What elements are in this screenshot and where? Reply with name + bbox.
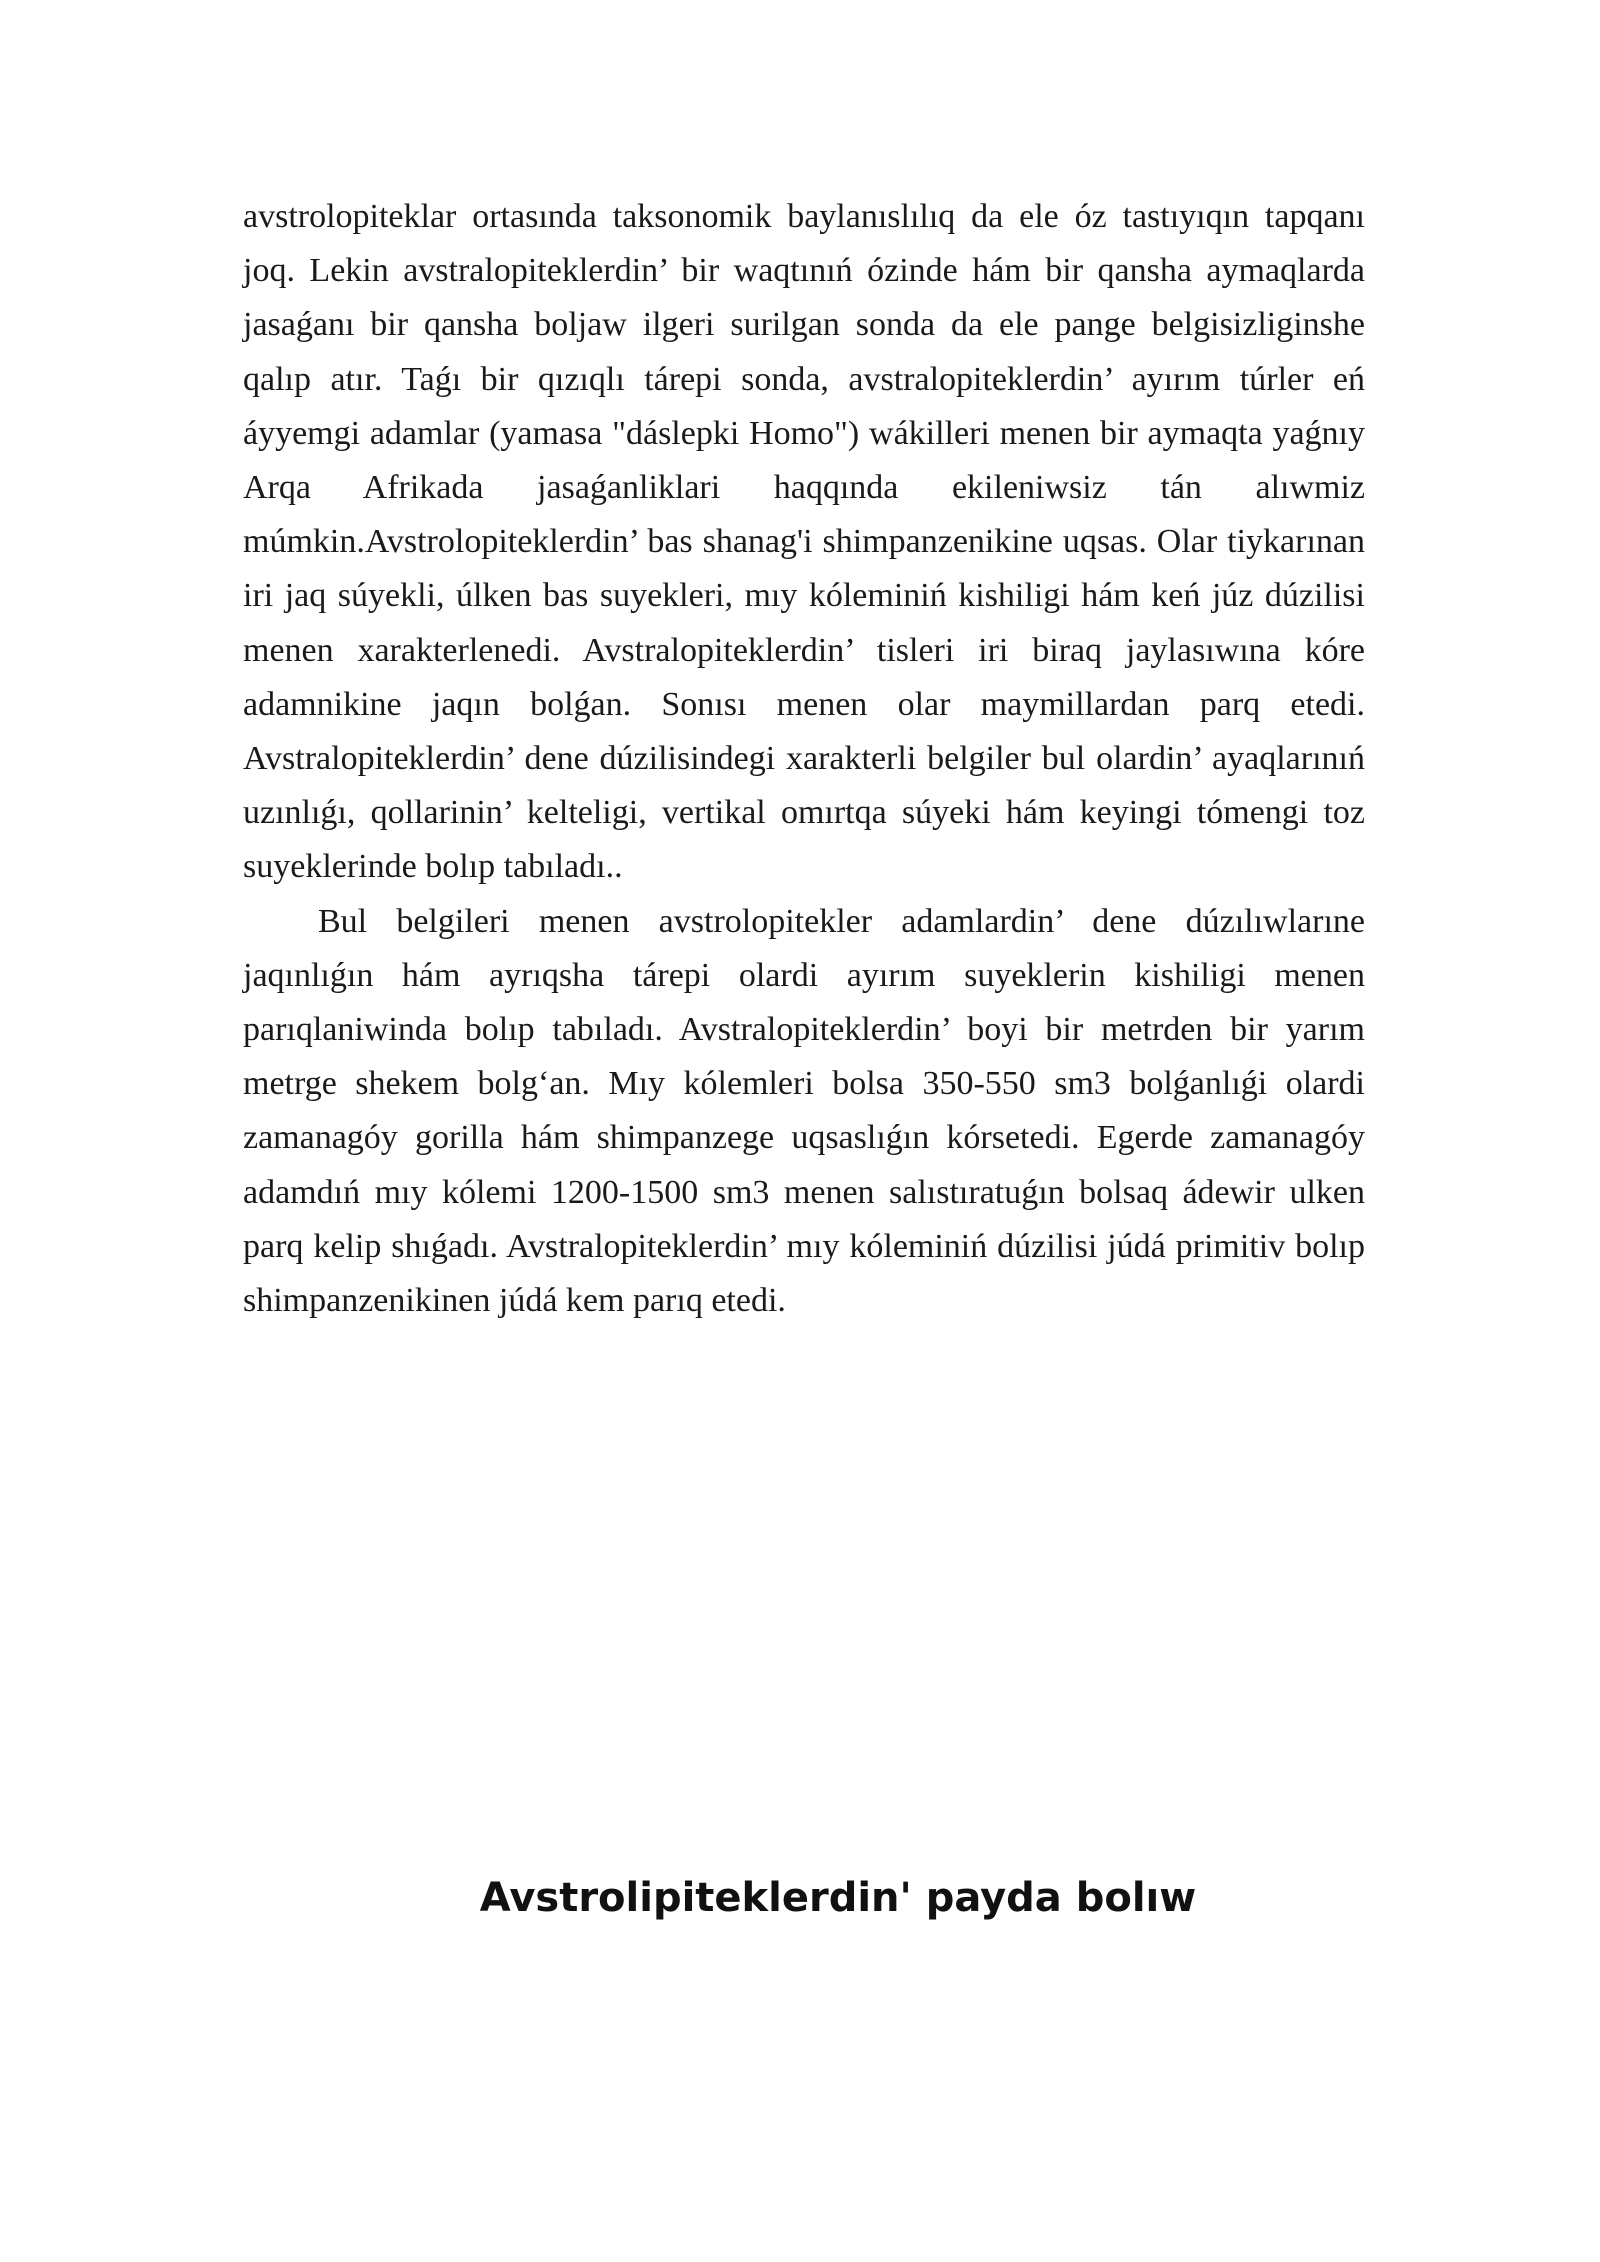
paragraph-1: avstrolopiteklar ortasında taksonomik baylanıslılıq da ele óz tastıyıqın tapqanı joq. Lekin avstralopiteklerdin’ bir waqtınıń ózinde hám bir qansha aymaqlarda jasaǵanı bir qansha boljaw ilgeri surilgan sonda da ele pange belgisizliginshe qalıp atır. Taǵı bir qızıqlı tárepi sonda, avstralopiteklerdin’ ayırım túrler eń áyyemgi adamlar (yamasa "dáslepki Homo") wákilleri menen bir aymaqta yaǵnıy Arqa Afrikada jasaǵanliklari haqqında ekileniwsiz tán alıwmiz múmkin.Avstrolopiteklerdin’ bas shanag'i shimpanzenikine uqsas. Olar tiykarınan iri jaq súyekli, úlken bas suyekleri, mıy kóleminiń kishiligi hám keń júz dúzilisi menen xarakterlenedi. Avstralopiteklerdin’ tisleri iri biraq jaylasıwına kóre adamnikine jaqın bolǵan. Sonısı menen olar maymillardan parq etedi. Avstralopiteklerdin’ dene dúzilisindegi xarakterli belgiler bul olardin’ ayaqlarınıń uzınlıǵı, qollarinin’ kelteligi, vertikal omırtqa súyeki hám keyingi tómengi toz suyeklerinde bolıp tabıladı.. <box>243 198 1365 886</box>
body-text <box>243 190 1365 1328</box>
section-heading: Avstrolipiteklerdin' payda bolıw <box>479 1875 1197 1921</box>
paragraph-2: Bul belgileri menen avstrolopitekler adamlardin’ dene dúzılıwlarıne jaqınlıǵın hám ayrıqsha tárepi olardi ayırım suyeklerin kishiligi menen parıqlaniwinda bolıp tabıladı. Avstralopiteklerdin’ boyi bir metrden bir yarım metrge shekem bolg‘an. Mıy kólemleri bolsa 350-550 sm3 bolǵanlıǵi olardi zamanagóy gorilla hám shimpanzege uqsaslıǵın kórsetedi. Egerde zamanagóy adamdıń mıy kólemi 1200-1500 sm3 menen salıstıratuǵın bolsaq ádewir ulken parq kelip shıǵadı. Avstralopiteklerdin’ mıy kóleminiń dúzilisi júdá primitiv bolıp shimpanzenikinen júdá kem parıq etedi. <box>243 902 1365 1320</box>
